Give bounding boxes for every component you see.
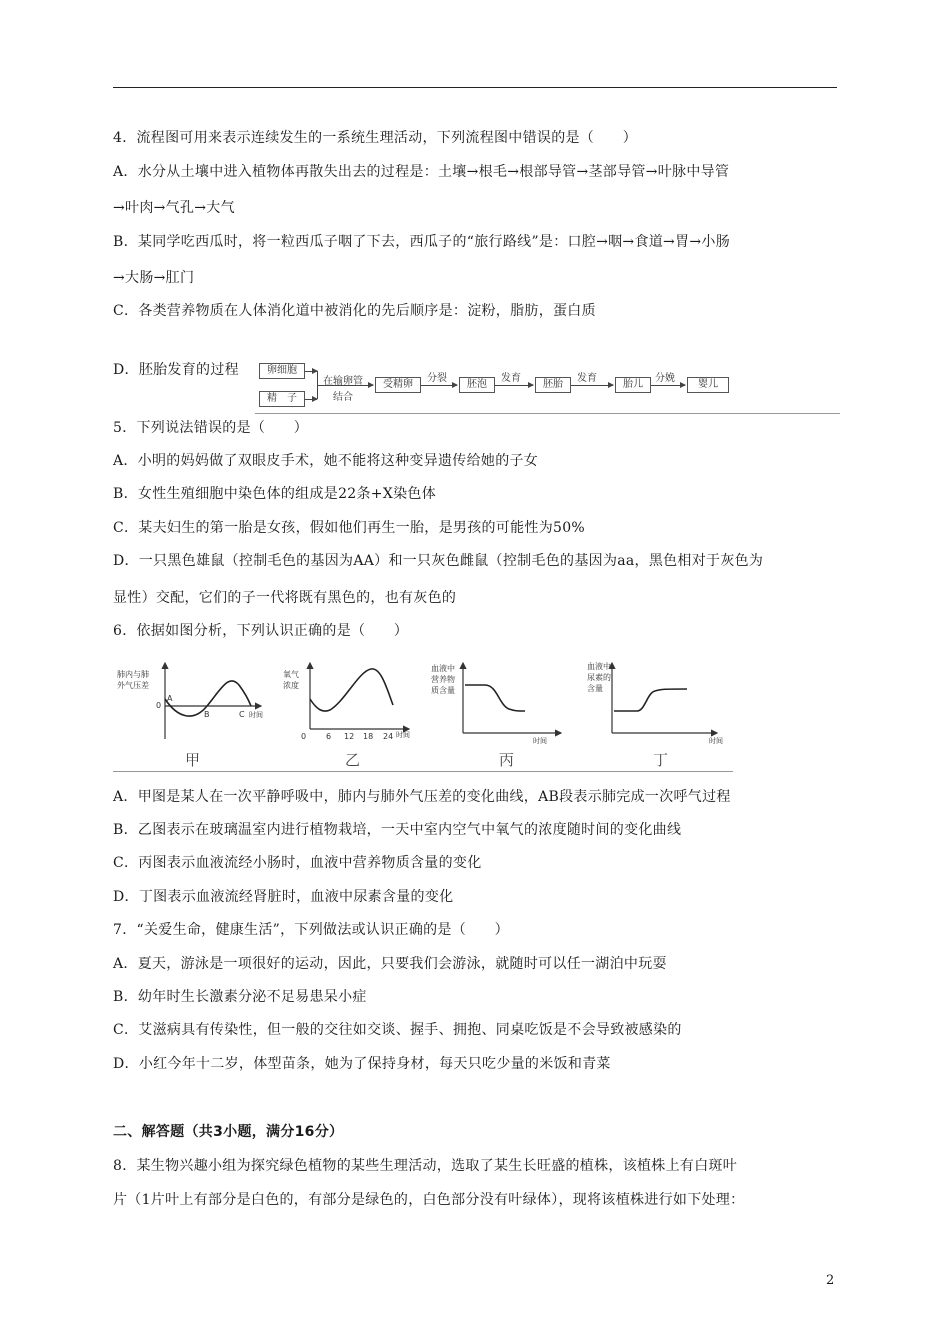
- question-4-stem: 4．流程图可用来表示连续发生的一系统生理活动，下列流程图中错误的是（ ）: [113, 130, 638, 146]
- flow-fetus-box: 胎儿: [615, 377, 651, 393]
- q4-option-c: C．各类营养物质在人体消化道中被消化的先后顺序是：淀粉，脂肪，蛋白质: [113, 303, 596, 319]
- flow-zygote-box: 受精卵: [375, 377, 421, 393]
- bing-caption: 丙: [499, 751, 515, 769]
- yi-caption: 乙: [345, 751, 361, 769]
- q6-option-d: D．丁图表示血液流经肾脏时，血液中尿素含量的变化: [113, 889, 454, 905]
- jia-ylabel: 肺内与肺: [117, 670, 149, 679]
- ding-caption: 丁: [653, 751, 669, 769]
- graph-jia: [117, 663, 263, 769]
- flow-blastula-box: 胚泡: [459, 377, 495, 393]
- flow-egg-box: 卵细胞: [259, 363, 305, 379]
- yi-tick: 0: [301, 732, 307, 741]
- q6-option-c: C．丙图表示血液流经小肠时，血液中营养物质含量的变化: [113, 855, 482, 871]
- q5-option-c: C．某夫妇生的第一胎是女孩，假如他们再生一胎，是男孩的可能性为50%: [113, 520, 586, 536]
- ding-curve: [614, 689, 687, 711]
- graph-bing: [431, 663, 561, 769]
- jia-point-a: A: [167, 694, 173, 703]
- q6-option-a: A．甲图是某人在一次平静呼吸中，肺内与肺外气压差的变化曲线，AB段表示肺完成一次呼气过程: [113, 789, 731, 805]
- q7-option-b: B．幼年时生长激素分泌不足易患呆小症: [113, 989, 367, 1005]
- bing-ylabel: 血液中: [431, 664, 455, 673]
- flow-develop-label-2: 发育: [577, 373, 597, 384]
- ding-ylabel-3: 含量: [587, 684, 603, 693]
- q4-option-b-cont: →大肠→肛门: [113, 270, 195, 286]
- flow-fertilize-label-2: 结合: [333, 392, 353, 403]
- section-heading: 二、解答题（共3小题，满分16分）: [113, 1124, 344, 1140]
- question-5-stem: 5．下列说法错误的是（ ）: [113, 420, 309, 436]
- bing-ylabel-2: 营养物: [431, 675, 455, 684]
- q6-option-b: B．乙图表示在玻璃温室内进行植物栽培，一天中室内空气中氧气的浓度随时间的变化曲线: [113, 822, 682, 838]
- flow-arrow: [305, 371, 317, 372]
- question-8-stem: 8．某生物兴趣小组为探究绿色植物的某些生理活动，选取了某生长旺盛的植株，该植株上有白斑叶: [113, 1158, 738, 1174]
- q4-option-b: B．某同学吃西瓜时，将一粒西瓜子咽了下去，西瓜子的“旅行路线”是：口腔→咽→食道→胃→小肠: [113, 234, 731, 250]
- embryo-development-flowchart: [255, 355, 840, 415]
- q5-option-d: D．一只黑色雄鼠（控制毛色的基因为AA）和一只灰色雌鼠（控制毛色的基因为aa，黑色相对于灰色为: [113, 553, 764, 569]
- flow-baseline: [255, 413, 840, 414]
- flow-baby-box: 婴儿: [687, 377, 729, 393]
- yi-tick: 18: [363, 732, 374, 741]
- q6-graphs: [113, 655, 733, 775]
- q7-option-d: D．小红今年十二岁，体型苗条，她为了保持身材，每天只吃少量的米饭和青菜: [113, 1056, 611, 1072]
- bing-xlabel: 时间: [533, 737, 547, 745]
- page-number: 2: [826, 1273, 835, 1288]
- jia-point-c: C: [239, 710, 245, 719]
- q5-option-b: B．女性生殖细胞中染色体的组成是22条+X染色体: [113, 486, 436, 502]
- q5-option-d-cont: 显性）交配，它们的子一代将既有黑色的，也有灰色的: [113, 590, 457, 606]
- ding-ylabel: 血液中: [587, 662, 611, 671]
- ding-xlabel: 时间: [709, 737, 723, 745]
- flow-develop-label: 发育: [501, 373, 521, 384]
- bing-ylabel-3: 质含量: [431, 686, 455, 695]
- flow-arrow: [495, 385, 533, 386]
- q7-option-c: C．艾滋病具有传染性，但一般的交往如交谈、握手、拥抱、同桌吃饭是不会导致被感染的: [113, 1022, 682, 1038]
- jia-caption: 甲: [185, 751, 201, 769]
- header-rule: [113, 87, 837, 88]
- flow-embryo-box: 胚胎: [535, 377, 571, 393]
- q4-option-a: A．水分从土壤中进入植物体再散失出去的过程是：土壤→根毛→根部导管→茎部导管→叶脉中导管: [113, 164, 730, 180]
- q4-option-a-cont: →叶肉→气孔→大气: [113, 200, 235, 216]
- yi-tick: 12: [344, 732, 355, 741]
- yi-tick: 6: [326, 732, 332, 741]
- graph-panel: [113, 655, 733, 773]
- graph-yi: [283, 663, 410, 769]
- yi-curve: [310, 669, 393, 711]
- question-6-stem: 6．依据如图分析，下列认识正确的是（ ）: [113, 623, 409, 639]
- jia-ylabel-2: 外气压差: [117, 681, 149, 690]
- flow-fertilize-label: 在输卵管: [323, 376, 363, 387]
- yi-ylabel-2: 浓度: [283, 681, 299, 690]
- flow-arrow: [571, 385, 613, 386]
- yi-xlabel: 时间: [396, 731, 410, 739]
- question-7-stem: 7．“关爱生命，健康生活”，下列做法或认识正确的是（ ）: [113, 922, 509, 938]
- q5-option-a: A．小明的妈妈做了双眼皮手术，她不能将这种变异遗传给她的子女: [113, 453, 539, 469]
- flow-divide-label: 分裂: [427, 373, 447, 384]
- jia-zero: 0: [156, 701, 162, 710]
- flow-arrow: [421, 385, 457, 386]
- graph-ding: [587, 661, 723, 769]
- flow-arrow: [651, 385, 685, 386]
- flow-arrow: [305, 399, 317, 400]
- flow-birth-label: 分娩: [655, 373, 675, 384]
- yi-ylabel: 氧气: [283, 670, 299, 679]
- bing-curve: [465, 685, 525, 711]
- question-8-stem-cont: 片（1片叶上有部分是白色的，有部分是绿色的，白色部分没有叶绿体），现将该植株进行如下处理：: [113, 1192, 745, 1208]
- yi-tick: 24: [383, 732, 394, 741]
- jia-point-b: B: [204, 710, 210, 719]
- ding-ylabel-2: 尿素的: [587, 673, 611, 682]
- jia-xlabel: 时间: [249, 711, 263, 719]
- flow-sperm-box: 精 子: [259, 391, 305, 407]
- q7-option-a: A．夏天，游泳是一项很好的运动，因此，只要我们会游泳，就随时可以任一湖泊中玩耍: [113, 956, 667, 972]
- graphs-baseline: [113, 771, 733, 772]
- q4-option-d: D．胚胎发育的过程: [113, 362, 239, 378]
